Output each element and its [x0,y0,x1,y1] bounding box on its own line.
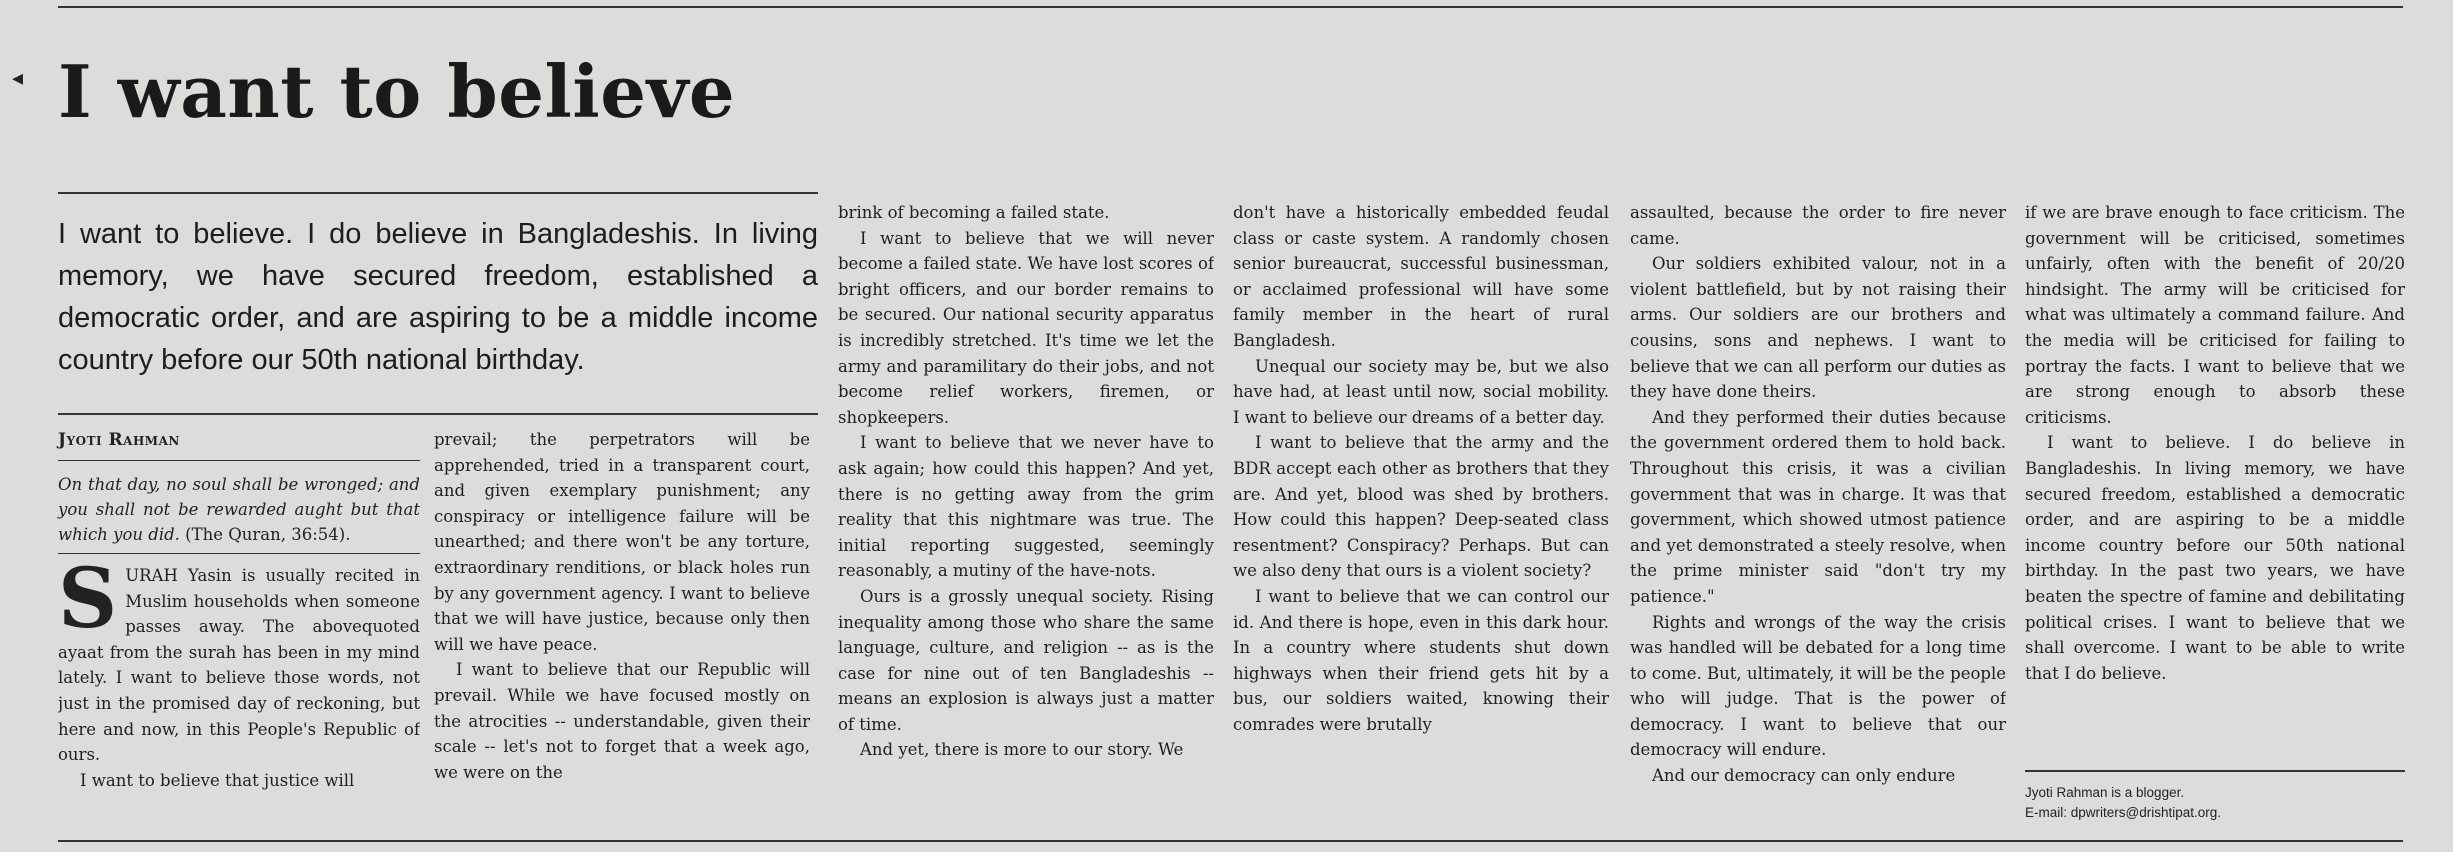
drop-cap: S [58,563,118,647]
headline: I want to believe [58,49,736,134]
section-marker-icon: ◂ [12,66,24,91]
byline-rule [58,460,420,461]
epigraph-rule [58,553,420,554]
author-note-rule [2025,770,2405,772]
deck: I want to believe. I do believe in Bangladeshis. In living memory, we have secured freedom, established a democratic order, and are aspiring to be a middle income country before our 50th national birthday. [58,218,818,376]
body-paragraph: I want to believe that justice will [80,770,355,790]
byline: Jyoti Rahman [58,430,180,450]
body-paragraph: And our democracy can only endure [1652,766,1956,786]
body-paragraph: brink of becoming a failed state. [838,203,1110,222]
body-paragraph: I want to believe that we never have to ask again; how could this happen? And yet, there is no getting away from the grim reality that this nightmare was true. The initial reporting suggested, seemingly reasonably, a mutiny of the have-nots. [838,433,1214,581]
deck-bottom-rule [58,413,818,415]
epigraph-quote: On that day, no soul shall be wronged; and you shall not be rewarded aught but that which you did. [58,475,420,544]
body-paragraph: Our soldiers exhibited valour, not in a violent battlefield, but by not raising their arms. Our soldiers are our brothers and cousins, sons and nephews. I want to believe that we can all perform our duties as they have done theirs. [1630,254,2006,402]
author-email: E-mail: dpwriters@drishtipat.org. [2025,805,2222,820]
epigraph [58,472,420,547]
body-paragraph: I want to believe that our Republic will prevail. While we have focused mostly on the atrocities -- understandable, given their scale -- let's not to forget that a week ago, we were on the [434,660,810,782]
body-paragraph [58,563,420,768]
body-paragraph: prevail; the perpetrators will be apprehended, tried in a transparent court, and given exemplary punishment; any conspiracy or intelligence failure will be unearthed; and there won't be any torture, extraordinary renditions, or black holes run by any government agency. I want to believe that we will have justice, because only then will we have peace. [434,430,810,654]
body-column-4 [1233,200,1609,825]
body-paragraph: Rights and wrongs of the way the crisis was handled will be debated for a long time to come. But, ultimately, it will be the people who will judge. That is the power of democracy. I want to believe that our democracy will endure. [1630,612,2006,760]
body-paragraph: Unequal our society may be, but we also have had, at least until now, social mobility. I want to believe our dreams of a better day. [1233,356,1609,427]
body-column-6 [2025,200,2405,760]
body-paragraph: And they performed their duties because the government ordered them to hold back. Throughout this crisis, it was a civilian government that was in charge. It was that government, which showed utmost patience and yet demonstrated a steely resolve, when the prime minister said "don't try my patience." [1630,407,2006,606]
body-column-2 [434,427,810,825]
body-paragraph: I want to believe. I do believe in Bangladeshis. In living memory, we have secured freedom, established a democratic order, and are aspiring to be a middle income country before our 50th national birthday. In the past two years, we have beaten the spectre of famine and debilitating political crises. I want to believe that we shall overcome. I want to be able to write that I do believe. [2025,433,2405,683]
body-column-1 [58,563,420,825]
body-paragraph: And yet, there is more to our story. We [860,740,1184,760]
body-column-5 [1630,200,2006,825]
deck-top-rule [58,192,818,194]
top-border-rule [58,6,2403,8]
body-paragraph: Ours is a grossly unequal society. Rising inequality among those who share the same language, culture, and religion -- as is the case for nine out of ten Bangladeshis -- means an explosion is always just a matter of time. [838,586,1214,734]
body-paragraph: I want to believe that the army and the BDR accept each other as brothers that they are. And yet, blood was shed by brothers. How could this happen? Deep-seated class resentment? Conspiracy? Perhaps. But can we also deny that ours is a violent society? [1233,433,1609,581]
author-bio: Jyoti Rahman is a blogger. [2025,785,2185,800]
bottom-border-rule [58,840,2403,842]
body-column-3 [838,200,1214,825]
body-paragraph-text: URAH Yasin is usually recited in Muslim households when someone passes away. The abovequoted ayaat from the surah has been in my mind lately. I want to believe those words, not just in the promised day of reckoning, but here and now, in this People's Republic of ours. [58,566,420,765]
body-paragraph: I want to believe that we can control our id. And there is hope, even in this dark hour. In a country where students shut down highways when their friend gets hit by a bus, our soldiers waited, knowing their comrades were brutally [1233,586,1609,734]
body-paragraph: I want to believe that we will never become a failed state. We have lost scores of bright officers, and our border remains to be secured. Our national security apparatus is incredibly stretched. It's time we let the army and paramilitary do their jobs, and not become relief workers, firemen, or shopkeepers. [838,228,1214,427]
body-paragraph: assaulted, because the order to fire never came. [1630,203,2006,248]
epigraph-source: (The Quran, 36:54). [185,525,351,544]
body-paragraph: if we are brave enough to face criticism. The government will be criticised, sometimes unfairly, often with the benefit of 20/20 hindsight. The army will be criticised for what was ultimately a command failure. And the media will be criticised for failing to portray the facts. I want to believe that we are strong enough to absorb these criticisms. [2025,203,2405,427]
body-paragraph: don't have a historically embedded feudal class or caste system. A randomly chosen senior bureaucrat, successful businessman, or acclaimed professional will have some family member in the heart of rural Bangladesh. [1233,203,1609,350]
author-note [2025,783,2415,823]
